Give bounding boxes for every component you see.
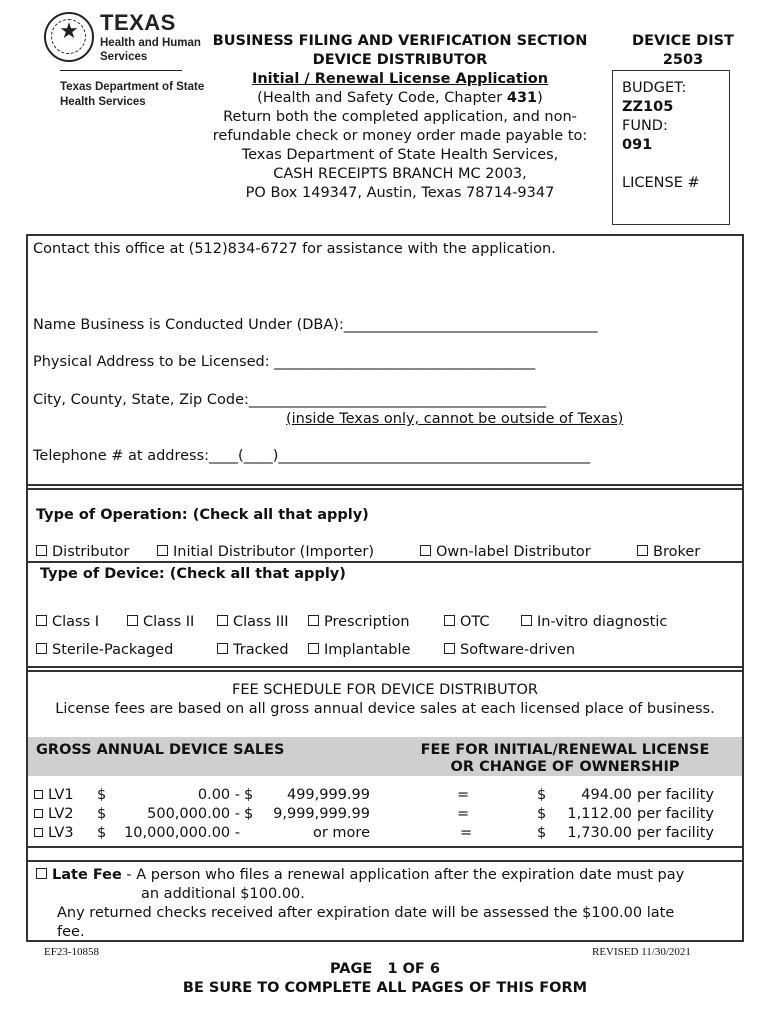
divider (28, 484, 742, 486)
col-fee: FEE FOR INITIAL/RENEWAL LICENSE (420, 742, 710, 758)
divider (28, 860, 742, 862)
late-fee-line2: an additional $100.00. (141, 886, 305, 902)
form-id: EF23-10858 (44, 946, 99, 958)
checkbox-distributor[interactable]: Distributor (36, 543, 129, 562)
address-line: CASH RECEIPTS BRANCH MC 2003, (273, 166, 527, 182)
address-field[interactable]: Physical Address to be Licensed: ____________________________________ (33, 354, 536, 370)
operation-heading: Type of Operation: (Check all that apply) (36, 507, 369, 523)
logo-department: Texas Department of State Health Services (60, 81, 205, 108)
checkbox-software[interactable]: Software-driven (444, 641, 575, 660)
checkbox-class-iii[interactable]: Class III (217, 613, 289, 632)
instructions-line: Return both the completed application, and non- (223, 109, 577, 125)
page-number: PAGE 1 OF 6 (330, 961, 440, 977)
payee-line: Texas Department of State Health Services, (241, 147, 559, 163)
divider (28, 666, 742, 668)
currency: $ (97, 825, 107, 841)
col-fee-2: OR CHANGE OF OWNERSHIP (450, 759, 680, 775)
device-dist-label: DEVICE DIST (632, 33, 734, 49)
range-from: 500,000.00 - (147, 806, 240, 822)
checkbox-prescription[interactable]: Prescription (308, 613, 410, 632)
range-from: 10,000,000.00 - (124, 825, 240, 841)
currency: $ (97, 806, 107, 822)
divider (28, 670, 742, 672)
currency: $ (244, 787, 254, 803)
texas-seal-logo: ★ (44, 12, 94, 62)
device-dist-code: 2503 (662, 52, 704, 68)
fee-amount: 494.00 (581, 787, 632, 803)
form-title: DEVICE DISTRIBUTOR (312, 52, 488, 68)
divider (28, 846, 742, 848)
checkbox-tracked[interactable]: Tracked (217, 641, 289, 660)
complete-notice: BE SURE TO COMPLETE ALL PAGES OF THIS FORM (182, 980, 588, 996)
late-fee-note-2: fee. (57, 924, 85, 940)
checkbox-lv2[interactable]: LV2 (34, 805, 74, 824)
currency: $ (244, 806, 254, 822)
fee-description: License fees are based on all gross annual device sales at each licensed place of business. (55, 701, 715, 717)
statute-line: (Health and Safety Code, Chapter 431) (257, 90, 543, 106)
currency: $ (537, 825, 547, 841)
office-use-box: BUDGET: ZZ105 FUND: 091 LICENSE # (612, 70, 730, 225)
range-to: 9,999,999.99 (273, 806, 370, 822)
revised-date: REVISED 11/30/2021 (592, 946, 691, 958)
equals: = (460, 825, 473, 841)
range-from: 0.00 - (197, 787, 240, 803)
checkbox-lv3[interactable]: LV3 (34, 824, 74, 843)
section-title: BUSINESS FILING AND VERIFICATION SECTION (212, 33, 588, 49)
checkbox-class-i[interactable]: Class I (36, 613, 99, 632)
city-note: (inside Texas only, cannot be outside of Texas) (286, 411, 624, 427)
divider (28, 561, 742, 563)
checkbox-sterile[interactable]: Sterile-Packaged (36, 641, 173, 660)
checkbox-otc[interactable]: OTC (444, 613, 490, 632)
equals: = (457, 806, 470, 822)
divider (28, 488, 742, 490)
checkbox-own-label[interactable]: Own-label Distributor (420, 543, 591, 562)
logo-subtitle: Health and Human Services (100, 37, 201, 63)
logo-divider (60, 70, 182, 71)
currency: $ (537, 787, 547, 803)
device-heading: Type of Device: (Check all that apply) (40, 566, 346, 582)
equals: = (457, 787, 470, 803)
fee-unit: per facility (637, 787, 715, 803)
fee-unit: per facility (637, 806, 715, 822)
late-fee-note: Any returned checks received after expiration date will be assessed the $100.00 late (57, 905, 675, 921)
fee-amount: 1,730.00 (567, 825, 632, 841)
dba-field[interactable]: Name Business is Conducted Under (DBA):___________________________________ (33, 317, 598, 333)
checkbox-broker[interactable]: Broker (637, 543, 700, 562)
checkbox-class-ii[interactable]: Class II (127, 613, 194, 632)
phone-field[interactable]: Telephone # at address:____(____)___________________________________________ (33, 448, 591, 464)
fee-unit: per facility (637, 825, 715, 841)
checkbox-lv1[interactable]: LV1 (34, 786, 74, 805)
checkbox-in-vitro[interactable]: In-vitro diagnostic (521, 613, 667, 632)
contact-info: Contact this office at (512)834-6727 for assistance with the application. (33, 241, 556, 257)
address-line: PO Box 149347, Austin, Texas 78714-9347 (245, 185, 555, 201)
currency: $ (97, 787, 107, 803)
late-fee-checkbox[interactable]: Late Fee - A person who files a renewal application after the expiration date must pay (36, 866, 684, 885)
city-field[interactable]: City, County, State, Zip Code:_________________________________________ (33, 392, 547, 408)
form-subtitle: Initial / Renewal License Application (251, 71, 549, 87)
logo-title: TEXAS (100, 10, 176, 35)
instructions-line: refundable check or money order made payable to: (212, 128, 588, 144)
range-to: 499,999.99 (286, 787, 370, 803)
fee-amount: 1,112.00 (567, 806, 632, 822)
col-gross-sales: GROSS ANNUAL DEVICE SALES (36, 742, 285, 758)
checkbox-initial-distributor[interactable]: Initial Distributor (Importer) (157, 543, 374, 562)
range-to: or more (312, 825, 370, 841)
fee-title: FEE SCHEDULE FOR DEVICE DISTRIBUTOR (232, 682, 538, 698)
checkbox-implantable[interactable]: Implantable (308, 641, 410, 660)
currency: $ (537, 806, 547, 822)
